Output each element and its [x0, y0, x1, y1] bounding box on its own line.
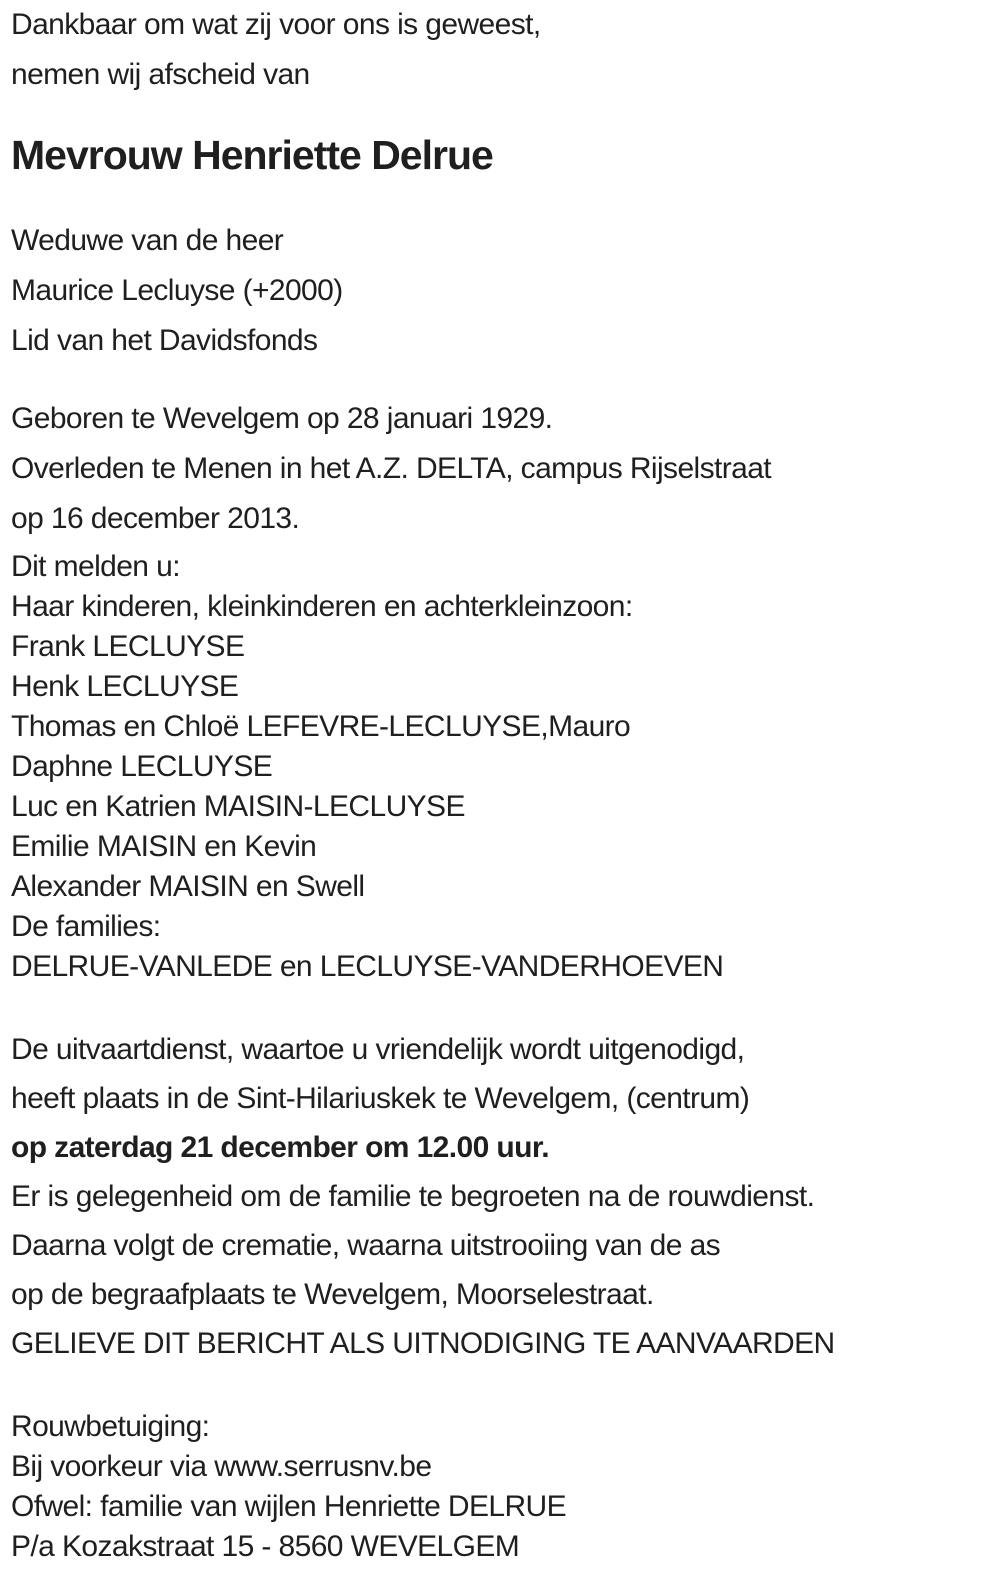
family-member-name: Emilie MAISIN en Kevin	[11, 830, 317, 863]
family-section	[11, 547, 990, 987]
funeral-service-section	[11, 1025, 990, 1368]
family-member-name: Luc en Katrien MAISIN-LECLUYSE	[11, 790, 465, 823]
opening-line-1: Dankbaar om wat zij voor ons is geweest,	[11, 8, 541, 41]
family-member-name: Thomas en Chloë LEFEVRE-LECLUYSE,Mauro	[11, 710, 631, 743]
announced-by-label: Dit melden u:	[11, 550, 180, 583]
deceased-name-title: Mevrouw Henriette Delrue	[11, 132, 493, 178]
family-member-name: Daphne LECLUYSE	[11, 750, 273, 783]
family-member-name: Alexander MAISIN en Swell	[11, 870, 365, 903]
opening-line-2: nemen wij afscheid van	[11, 58, 310, 91]
condolence-website-line: Bij voorkeur via www.serrusnv.be	[11, 1450, 432, 1483]
condolence-address-line: P/a Kozakstraat 15 - 8560 WEVELGEM	[11, 1530, 520, 1563]
birth-line: Geboren te Wevelgem op 28 januari 1929.	[11, 402, 553, 435]
families-label: De families:	[11, 910, 161, 943]
opening-section	[11, 0, 990, 100]
cremation-line-1: Daarna volgt de crematie, waarna uitstrooiing van de as	[11, 1229, 721, 1262]
greeting-line: Er is gelegenheid om de familie te begroeten na de rouwdienst.	[11, 1180, 815, 1213]
cremation-line-2: op de begraafplaats te Wevelgem, Moorselestraat.	[11, 1278, 654, 1311]
membership-line: Lid van het Davidsfonds	[11, 324, 318, 357]
condolence-family-line: Ofwel: familie van wijlen Henriette DELRUE	[11, 1490, 567, 1523]
condolences-section	[11, 1407, 990, 1567]
life-dates-section	[11, 394, 990, 544]
husband-name-line: Maurice Lecluyse (+2000)	[11, 274, 343, 307]
service-invitation-line-1: De uitvaartdienst, waartoe u vriendelijk wordt uitgenodigd,	[11, 1033, 745, 1066]
death-place-line: Overleden te Menen in het A.Z. DELTA, campus Rijselstraat	[11, 452, 772, 485]
invitation-notice-line: GELIEVE DIT BERICHT ALS UITNODIGING TE AANVAARDEN	[11, 1327, 835, 1360]
service-invitation-line-2: heeft plaats in de Sint-Hilariuskek te Wevelgem, (centrum)	[11, 1082, 750, 1115]
death-date-line: op 16 december 2013.	[11, 502, 300, 535]
family-intro-line: Haar kinderen, kleinkinderen en achterkleinzoon:	[11, 590, 633, 623]
marital-status-section	[11, 216, 990, 366]
family-member-name: Henk LECLUYSE	[11, 670, 239, 703]
family-member-name: Frank LECLUYSE	[11, 630, 245, 663]
condolences-label: Rouwbetuiging:	[11, 1410, 210, 1443]
families-names-line: DELRUE-VANLEDE en LECLUYSE-VANDERHOEVEN	[11, 950, 724, 983]
widow-of-line: Weduwe van de heer	[11, 224, 284, 257]
service-datetime-line: op zaterdag 21 december om 12.00 uur.	[11, 1131, 550, 1164]
